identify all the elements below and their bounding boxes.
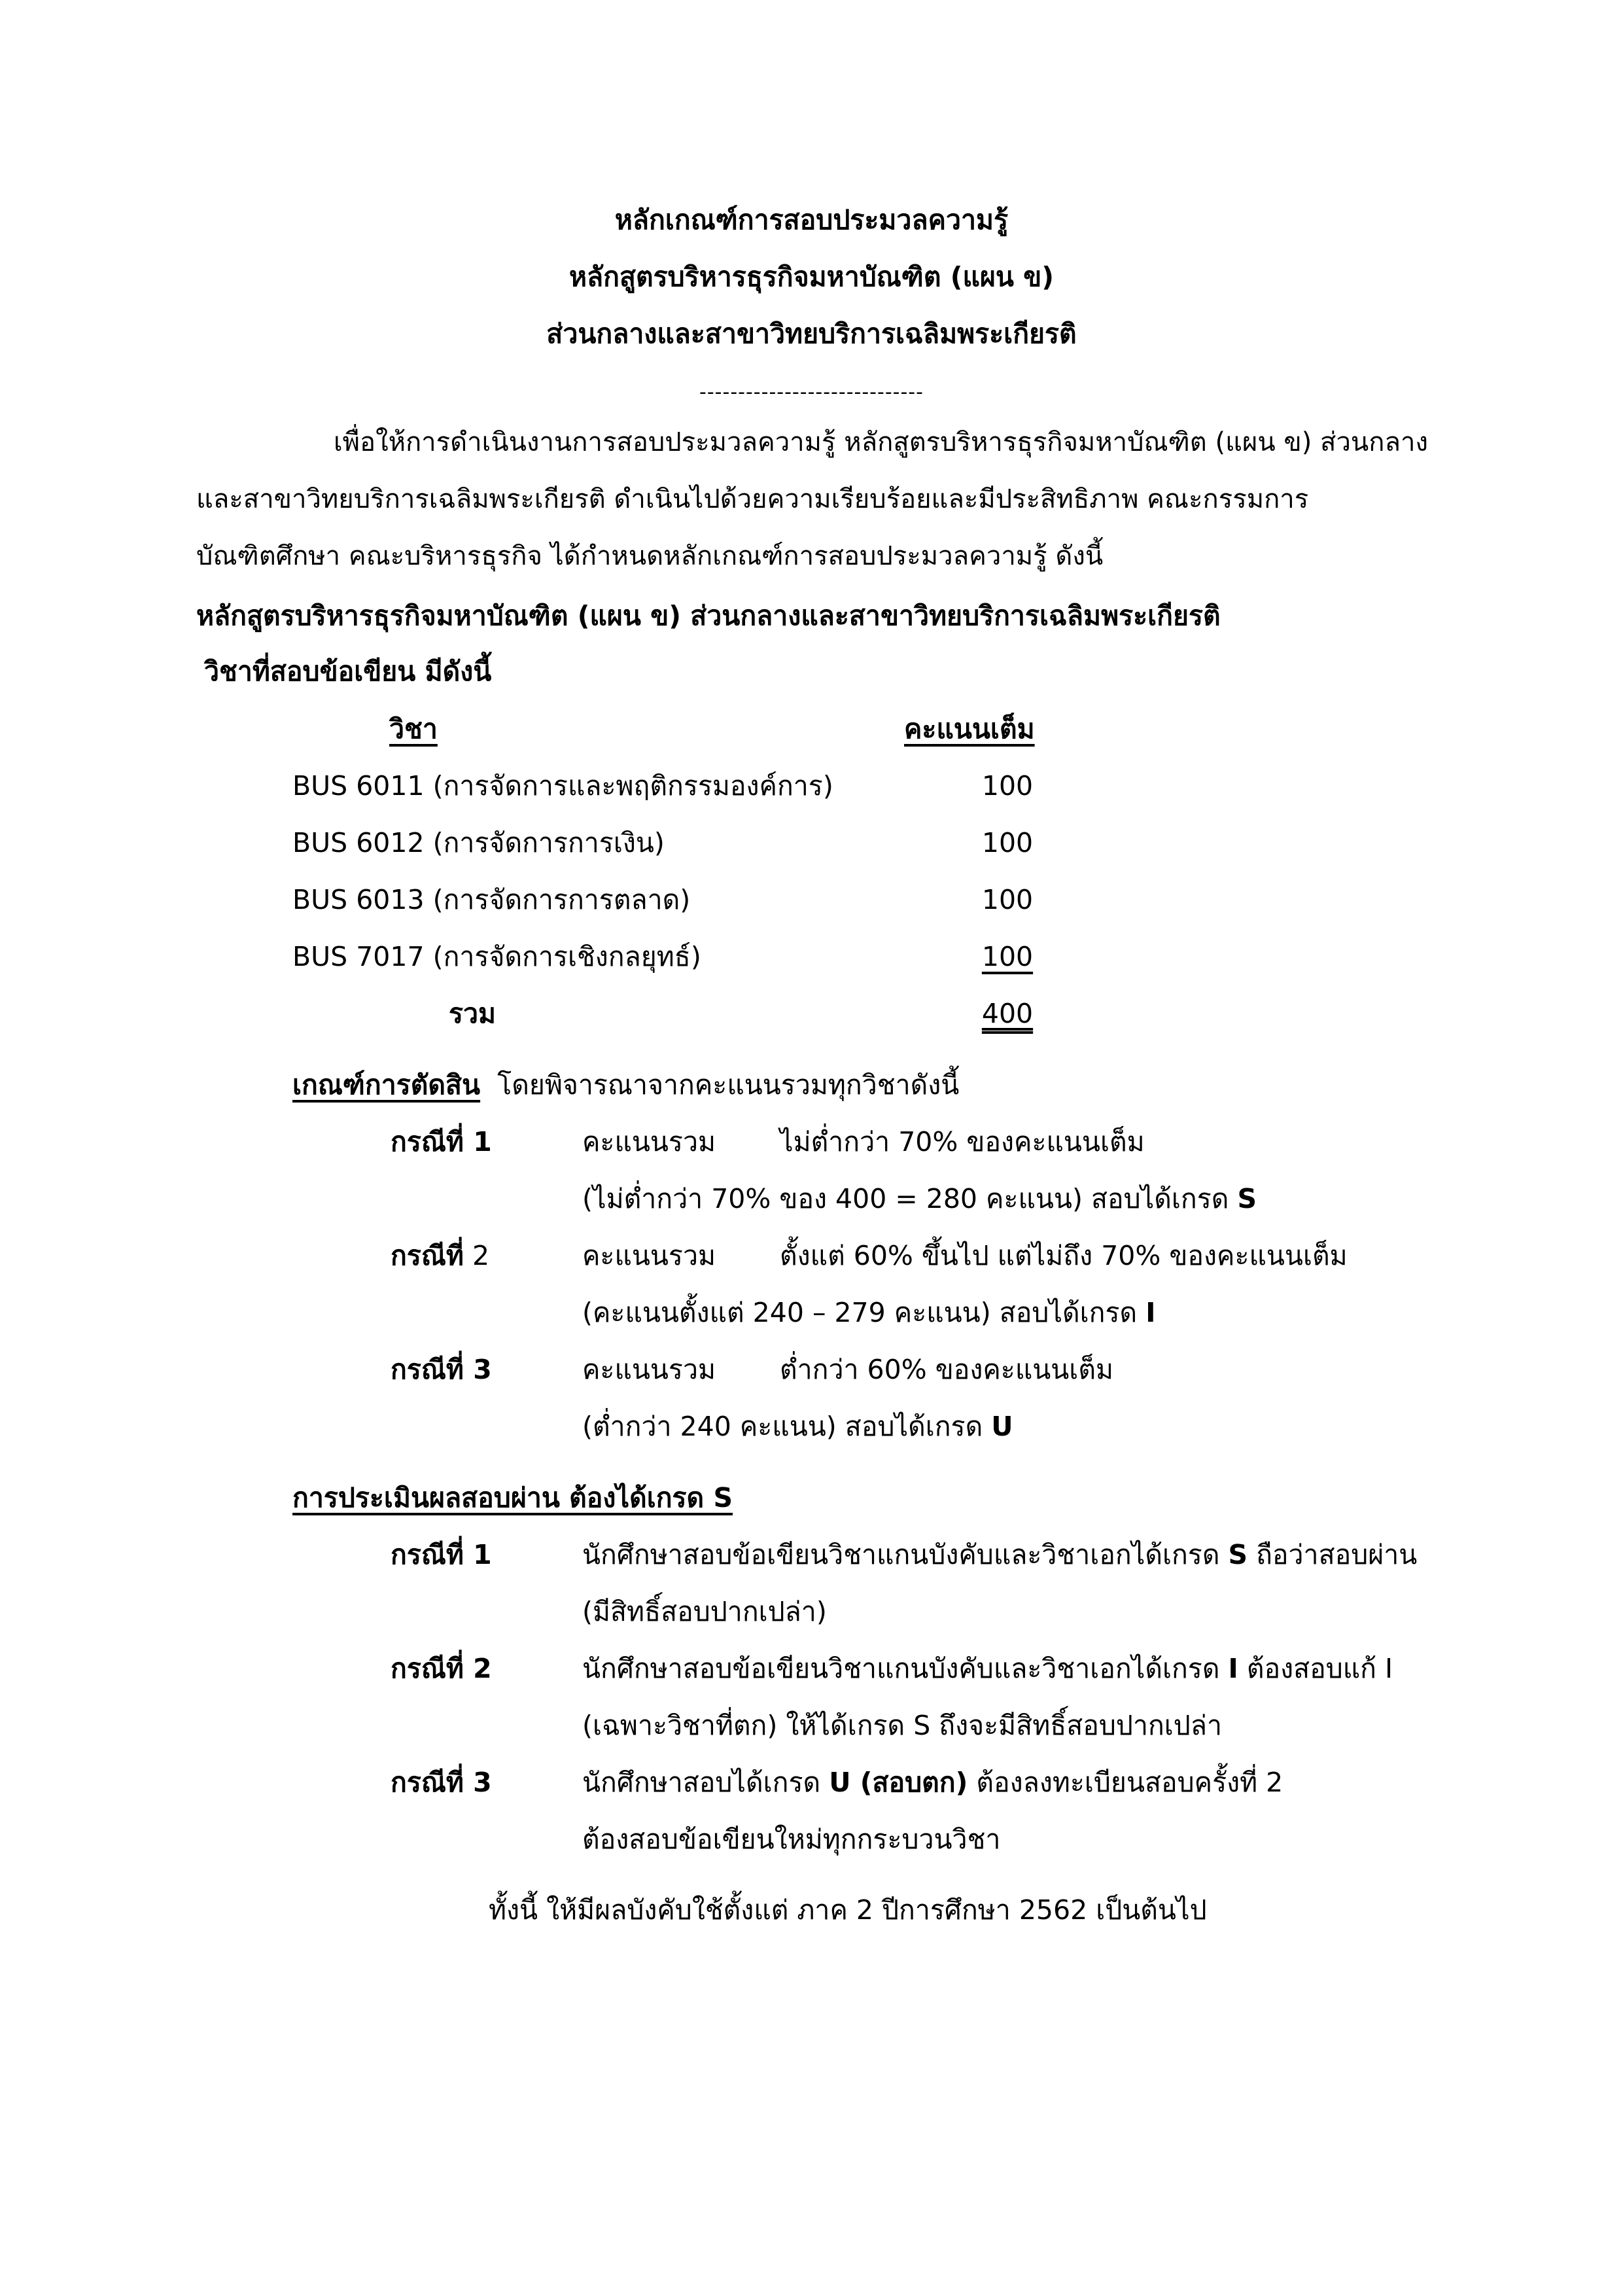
criteria-case-3-score-label: คะแนนรวม bbox=[582, 1354, 716, 1385]
program-heading: หลักสูตรบริหารธุรกิจมหาบัณฑิต (แผน ข) ส่วนกลางและสาขาวิทยบริการเฉลิมพระเกียรติ bbox=[196, 600, 1221, 631]
subject-row-2: BUS 6012 (การจัดการการเงิน) bbox=[292, 827, 665, 858]
subject-row-1: BUS 6011 (การจัดการและพฤติกรรมองค์การ) bbox=[292, 770, 833, 802]
criteria-case-2-grade: I bbox=[1145, 1297, 1156, 1328]
criteria-heading-note: โดยพิจารณาจากคะแนนรวมทุกวิชาดังนี้ bbox=[497, 1069, 960, 1101]
criteria-case-2-no: 2 bbox=[472, 1240, 490, 1271]
evaluation-case-2-label: กรณีที่ 2 bbox=[391, 1653, 492, 1684]
criteria-case-2-condition: ตั้งแต่ 60% ขึ้นไป แต่ไม่ถึง 70% ของคะแนนเต็ม bbox=[780, 1240, 1348, 1271]
evaluation-case-2-grade: I bbox=[1228, 1653, 1238, 1684]
evaluation-case-2-text-b: ต้องสอบแก้ I bbox=[1246, 1653, 1393, 1684]
score-row-4-value: 100 bbox=[981, 941, 1034, 972]
title-line-1: หลักเกณฑ์การสอบประมวลความรู้ bbox=[614, 204, 1009, 236]
score-row-3: 100 bbox=[981, 884, 1034, 915]
criteria-case-2-detail-line bbox=[582, 1296, 1155, 1330]
subject-row-3: BUS 6013 (การจัดการการตลาด) bbox=[292, 884, 691, 915]
evaluation-case-1-text-a: นักศึกษาสอบข้อเขียนวิชาแกนบังคับและวิชาเอกได้เกรด bbox=[582, 1539, 1220, 1570]
evaluation-case-2-line-1 bbox=[582, 1651, 1393, 1686]
title-line-2: หลักสูตรบริหารธุรกิจมหาบัณฑิต (แผน ข) bbox=[569, 261, 1054, 292]
evaluation-case-3-label: กรณีที่ 3 bbox=[391, 1767, 492, 1798]
criteria-case-1-detail: (ไม่ต่ำกว่า 70% ของ 400 = 280 คะแนน) สอบได้เกรด bbox=[582, 1183, 1229, 1214]
effective-date-note: ทั้งนี้ ให้มีผลบังคับใช้ตั้งแต่ ภาค 2 ปีการศึกษา 2562 เป็นต้นไป bbox=[489, 1894, 1207, 1926]
intro-line-3: บัณฑิตศึกษา คณะบริหารธุรกิจ ได้กำหนดหลักเกณฑ์การสอบประมวลความรู้ ดังนี้ bbox=[196, 541, 1104, 571]
criteria-case-1-prefix: กรณีที่ bbox=[391, 1126, 464, 1157]
criteria-heading-line bbox=[292, 1068, 959, 1103]
evaluation-case-1-text-b: ถือว่าสอบผ่าน bbox=[1256, 1539, 1418, 1570]
subjects-heading: วิชาที่สอบข้อเขียน มีดังนี้ bbox=[204, 656, 492, 687]
criteria-case-2-label bbox=[391, 1239, 489, 1273]
criteria-case-3-no: 3 bbox=[473, 1354, 492, 1385]
total-score bbox=[962, 997, 1053, 1031]
criteria-case-3-detail-line bbox=[582, 1409, 1013, 1444]
criteria-case-2-score-label: คะแนนรวม bbox=[582, 1240, 716, 1271]
criteria-case-3-label bbox=[391, 1352, 492, 1387]
criteria-case-3-condition: ต่ำกว่า 60% ของคะแนนเต็ม bbox=[780, 1354, 1113, 1385]
score-row-2: 100 bbox=[981, 827, 1034, 858]
criteria-case-3-detail: (ต่ำกว่า 240 คะแนน) สอบได้เกรด bbox=[582, 1411, 983, 1442]
criteria-case-1-no: 1 bbox=[473, 1126, 492, 1157]
evaluation-case-3-text-b: ต้องลงทะเบียนสอบครั้งที่ 2 bbox=[976, 1767, 1283, 1798]
criteria-case-1-label bbox=[391, 1125, 492, 1159]
score-row-4 bbox=[962, 940, 1053, 974]
intro-line-1: เพื่อให้การดำเนินงานการสอบประมวลความรู้ หลักสูตรบริหารธุรกิจมหาบัณฑิต (แผน ข) ส่วนกลาง bbox=[334, 427, 1428, 457]
evaluation-heading: การประเมินผลสอบผ่าน ต้องได้เกรด S bbox=[292, 1482, 733, 1513]
col-subject-header: วิชา bbox=[389, 713, 438, 745]
criteria-case-1-condition: ไม่ต่ำกว่า 70% ของคะแนนเต็ม bbox=[780, 1126, 1145, 1157]
col-score-header: คะแนนเต็ม bbox=[904, 713, 1035, 745]
evaluation-case-3-line-2: ต้องสอบข้อเขียนใหม่ทุกกระบวนวิชา bbox=[582, 1824, 1001, 1855]
criteria-case-3-prefix: กรณีที่ bbox=[391, 1354, 464, 1385]
evaluation-case-1-label: กรณีที่ 1 bbox=[391, 1539, 492, 1570]
criteria-case-2-detail: (คะแนนตั้งแต่ 240 – 279 คะแนน) สอบได้เกรด bbox=[582, 1297, 1138, 1328]
criteria-case-1-detail-line bbox=[582, 1182, 1257, 1216]
score-row-1: 100 bbox=[981, 770, 1034, 802]
criteria-case-1-grade: S bbox=[1237, 1183, 1257, 1214]
criteria-case-1-score-label: คะแนนรวม bbox=[582, 1126, 716, 1157]
intro-line-2: และสาขาวิทยบริการเฉลิมพระเกียรติ ดำเนินไปด้วยความเรียบร้อยและมีประสิทธิภาพ คณะกรรมการ bbox=[196, 484, 1309, 514]
subject-row-4: BUS 7017 (การจัดการเชิงกลยุทธ์) bbox=[292, 941, 701, 972]
criteria-case-3-grade: U bbox=[991, 1411, 1013, 1442]
evaluation-case-3-grade: U (สอบตก) bbox=[829, 1767, 968, 1798]
evaluation-case-2-text-a: นักศึกษาสอบข้อเขียนวิชาแกนบังคับและวิชาเอกได้เกรด bbox=[582, 1653, 1220, 1684]
evaluation-case-1-grade: S bbox=[1228, 1539, 1248, 1570]
evaluation-case-1-line-1 bbox=[582, 1538, 1417, 1572]
total-score-value: 400 bbox=[981, 998, 1034, 1029]
evaluation-case-3-text-a: นักศึกษาสอบได้เกรด bbox=[582, 1767, 821, 1798]
evaluation-case-2-line-2: (เฉพาะวิชาที่ตก) ให้ได้เกรด S ถึงจะมีสิทธิ์สอบปากเปล่า bbox=[582, 1710, 1222, 1741]
criteria-heading: เกณฑ์การตัดสิน bbox=[292, 1069, 481, 1101]
title-line-3: ส่วนกลางและสาขาวิทยบริการเฉลิมพระเกียรติ bbox=[546, 318, 1077, 349]
evaluation-case-1-line-2: (มีสิทธิ์สอบปากเปล่า) bbox=[582, 1596, 827, 1627]
criteria-case-2-prefix: กรณีที่ bbox=[391, 1240, 464, 1271]
separator-line: ----------------------------- bbox=[699, 381, 924, 404]
intro-paragraph bbox=[196, 425, 1498, 596]
total-label: รวม bbox=[449, 998, 497, 1029]
evaluation-case-3-line-1 bbox=[582, 1765, 1283, 1800]
